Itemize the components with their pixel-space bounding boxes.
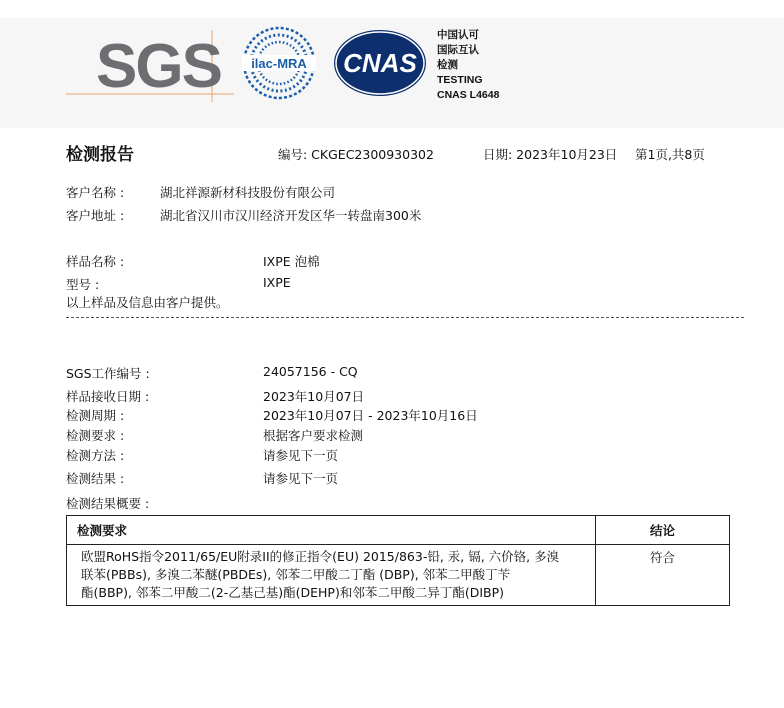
job-label: 检测要求 :: [66, 428, 125, 443]
job-label: 检测方法 :: [66, 448, 125, 463]
page-indicator: 第1页,共8页: [635, 147, 705, 162]
accreditation-line: TESTING: [437, 74, 483, 86]
accreditation-line: 中国认可: [437, 29, 479, 41]
client-name-label: 客户名称 :: [66, 185, 125, 200]
requirement-cell: [67, 545, 596, 606]
accreditation-line: 国际互认: [437, 44, 479, 56]
conclusion-cell: 符合: [596, 545, 730, 606]
column-header-conclusion: 结论: [596, 516, 730, 545]
job-value: 根据客户要求检测: [263, 428, 364, 443]
accreditation-text: [437, 28, 499, 103]
sample-name-value: IXPE 泡棉: [263, 254, 320, 269]
job-value: 24057156 - CQ: [263, 364, 358, 379]
column-header-requirement: 检测要求: [67, 516, 596, 545]
job-label: 检测结果 :: [66, 471, 125, 486]
section-divider: [66, 317, 744, 318]
requirement-line: 酯(BBP), 邻苯二甲酸二(2-乙基己基)酯(DEHP)和邻苯二甲酸二异丁酯(DIBP): [81, 585, 504, 600]
job-value: 2023年10月07日: [263, 389, 365, 404]
client-address-label: 客户地址 :: [66, 208, 125, 223]
report-number: 编号: CKGEC2300930302: [278, 147, 434, 162]
sgs-logo-text: SGS: [96, 32, 221, 101]
cnas-logo: [332, 28, 428, 98]
sample-name-label: 样品名称 :: [66, 254, 125, 269]
report-title: 检测报告: [66, 145, 134, 165]
requirement-line: 欧盟RoHS指令2011/65/EU附录II的修正指令(EU) 2015/863-铅, 汞, 镉, 六价铬, 多溴: [81, 549, 560, 564]
summary-heading: 检测结果概要 :: [66, 496, 150, 511]
job-value: 请参见下一页: [263, 471, 339, 486]
sgs-logo: [66, 24, 234, 102]
sample-model-label: 型号 :: [66, 277, 100, 292]
job-value: 请参见下一页: [263, 448, 339, 463]
accreditation-line: 检测: [437, 59, 458, 71]
ilac-mra-logo: [240, 26, 318, 100]
table-row: [67, 545, 730, 606]
sample-note: 以上样品及信息由客户提供。: [66, 295, 229, 310]
ilac-mra-logo-text: ilac-MRA: [251, 56, 307, 71]
table-header-row: [67, 516, 730, 545]
job-label: SGS工作编号 :: [66, 366, 150, 381]
client-name-value: 湖北祥源新材科技股份有限公司: [160, 185, 336, 200]
job-label: 检测周期 :: [66, 408, 125, 423]
accreditation-line: CNAS L4648: [437, 89, 500, 101]
cnas-logo-text: CNAS: [343, 48, 417, 78]
summary-table: [66, 515, 730, 606]
job-value: 2023年10月07日 - 2023年10月16日: [263, 408, 478, 423]
report-date: 日期: 2023年10月23日: [483, 147, 618, 162]
job-label: 样品接收日期 :: [66, 389, 150, 404]
requirement-line: 联苯(PBBs), 多溴二苯醚(PBDEs), 邻苯二甲酸二丁酯 (DBP), 邻苯二甲酸丁苄: [81, 567, 511, 582]
sample-model-value: IXPE: [263, 275, 291, 290]
client-address-value: 湖北省汉川市汉川经济开发区华一转盘南300米: [160, 208, 422, 223]
